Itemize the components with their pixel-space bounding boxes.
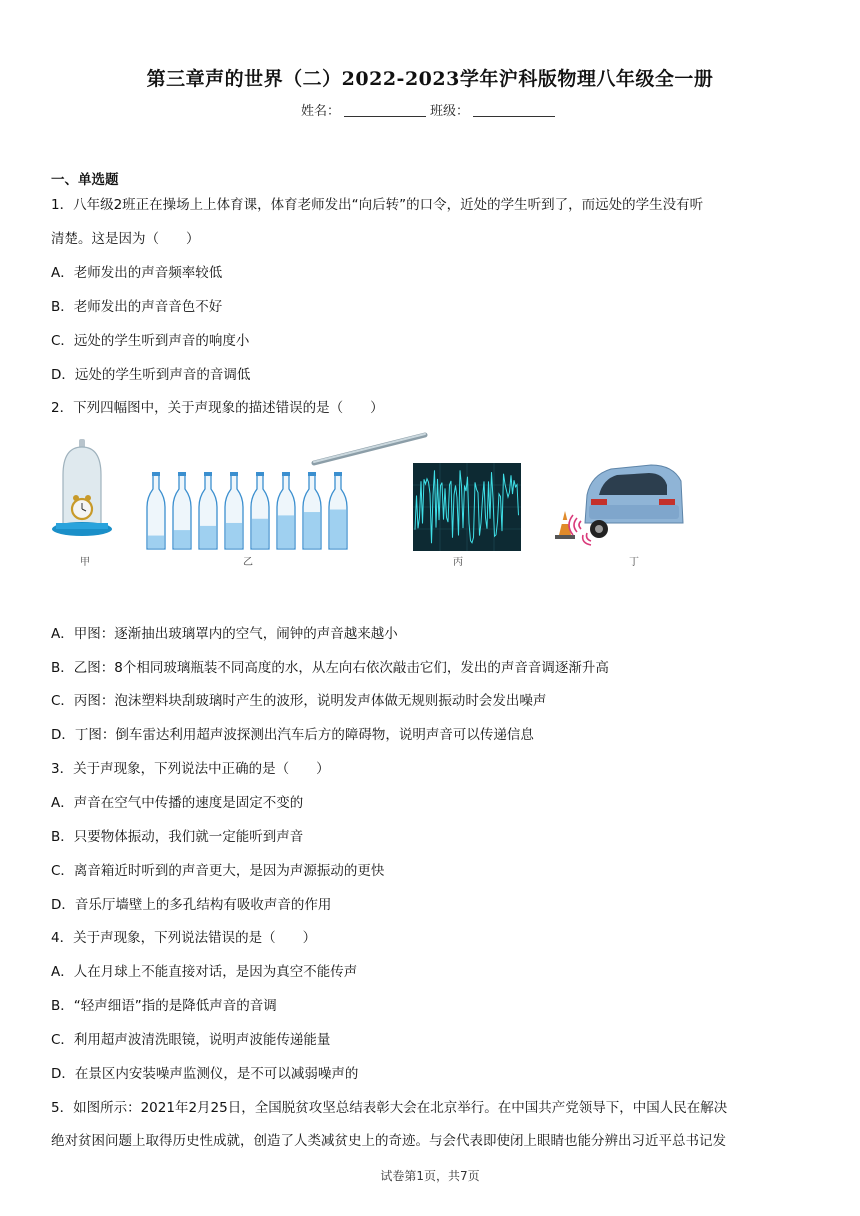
- question-text: 1．八年级2班正在操场上上体育课，体育老师发出“向后转”的口令，近处的学生听到了，而远处的学生没有听: [51, 197, 704, 213]
- class-blank[interactable]: [473, 103, 555, 117]
- bottle-water: [174, 530, 190, 548]
- bottle-mouth: [334, 472, 342, 476]
- bottle-water: [226, 523, 242, 548]
- class-label: 班级：: [430, 104, 470, 119]
- noise-waveform-illustration: [413, 463, 521, 568]
- bell-jar-illustration: [52, 439, 112, 568]
- option-text: D．丁图：倒车雷达利用超声波探测出汽车后方的障碍物，说明声音可以传递信息: [51, 727, 534, 743]
- question-text: 清楚。这是因为（ ）: [51, 231, 200, 247]
- option-text: D．音乐厅墙壁上的多孔结构有吸收声音的作用: [51, 897, 332, 913]
- student-info: [0, 100, 860, 119]
- option-text: C．丙图：泡沫塑料块刮玻璃时产生的波形，说明发声体做无规则振动时会发出噪声: [51, 693, 547, 709]
- question-text: 3．关于声现象，下列说法中正确的是（ ）: [51, 761, 330, 777]
- section-heading: 一、单选题: [51, 172, 119, 188]
- bottle-water: [304, 512, 320, 548]
- bottle-mouth: [230, 472, 238, 476]
- question-text: 2．下列四幅图中，关于声现象的描述错误的是（ ）: [51, 400, 384, 416]
- option-text: A．老师发出的声音频率较低: [51, 265, 223, 281]
- option-text: B．只要物体振动，我们就一定能听到声音: [51, 829, 304, 845]
- caption-ding: 丁: [629, 557, 639, 568]
- bottle-mouth: [256, 472, 264, 476]
- caption-yi: 乙: [243, 557, 253, 568]
- option-text: B．“轻声细语”指的是降低声音的音调: [51, 998, 277, 1014]
- option-text: A．人在月球上不能直接对话，是因为真空不能传声: [51, 964, 358, 980]
- question-text: 4．关于声现象，下列说法错误的是（ ）: [51, 930, 317, 946]
- option-text: D．远处的学生听到声音的音调低: [51, 367, 251, 383]
- option-text: C．离音箱近时听到的声音更大，是因为声源振动的更快: [51, 863, 385, 879]
- option-text: A．声音在空气中传播的速度是固定不变的: [51, 795, 304, 811]
- bottle-mouth: [178, 472, 186, 476]
- bottle-mouth: [152, 472, 160, 476]
- question-text: 5．如图所示：2021年2月25日，全国脱贫攻坚总结表彰大会在北京举行。在中国共产党领导下，中国人民在解决: [51, 1100, 728, 1116]
- bottle-mouth: [282, 472, 290, 476]
- page-footer: 试卷第1页，共7页: [380, 1169, 480, 1183]
- name-label: 姓名：: [300, 104, 340, 119]
- name-blank[interactable]: [344, 103, 426, 117]
- four-panel-figure: [51, 425, 711, 575]
- caption-bing: 丙: [453, 557, 463, 568]
- option-text: D．在景区内安装噪声监测仪，是不可以减弱噪声的: [51, 1066, 359, 1082]
- bottle-water: [278, 515, 294, 548]
- bottle-water: [148, 536, 164, 548]
- option-text: A．甲图：逐渐抽出玻璃罩内的空气，闹钟的声音越来越小: [51, 626, 398, 642]
- question-text: 绝对贫困问题上取得历史性成就，创造了人类减贫史上的奇迹。与会代表即使闭上眼睛也能分辨出习近平总书记发: [51, 1133, 726, 1149]
- option-text: C．利用超声波清洗眼镜，说明声波能传递能量: [51, 1032, 331, 1048]
- bottle-water: [252, 519, 268, 548]
- option-text: B．老师发出的声音音色不好: [51, 299, 223, 315]
- document-title: 第三章声的世界（二）2022-2023学年沪科版物理八年级全一册: [146, 68, 714, 90]
- bottle-water: [200, 526, 216, 548]
- option-text: B．乙图：8个相同玻璃瓶装不同高度的水，从左向右依次敲击它们，发出的声音音调逐渐升高: [51, 660, 609, 676]
- bottle-water: [330, 510, 346, 548]
- bottle-mouth: [204, 472, 212, 476]
- water-bottles-illustration: [147, 434, 425, 568]
- caption-jia: 甲: [80, 557, 90, 568]
- option-text: C．远处的学生听到声音的响度小: [51, 333, 250, 349]
- reversing-radar-illustration: [555, 465, 683, 568]
- bottle-mouth: [308, 472, 316, 476]
